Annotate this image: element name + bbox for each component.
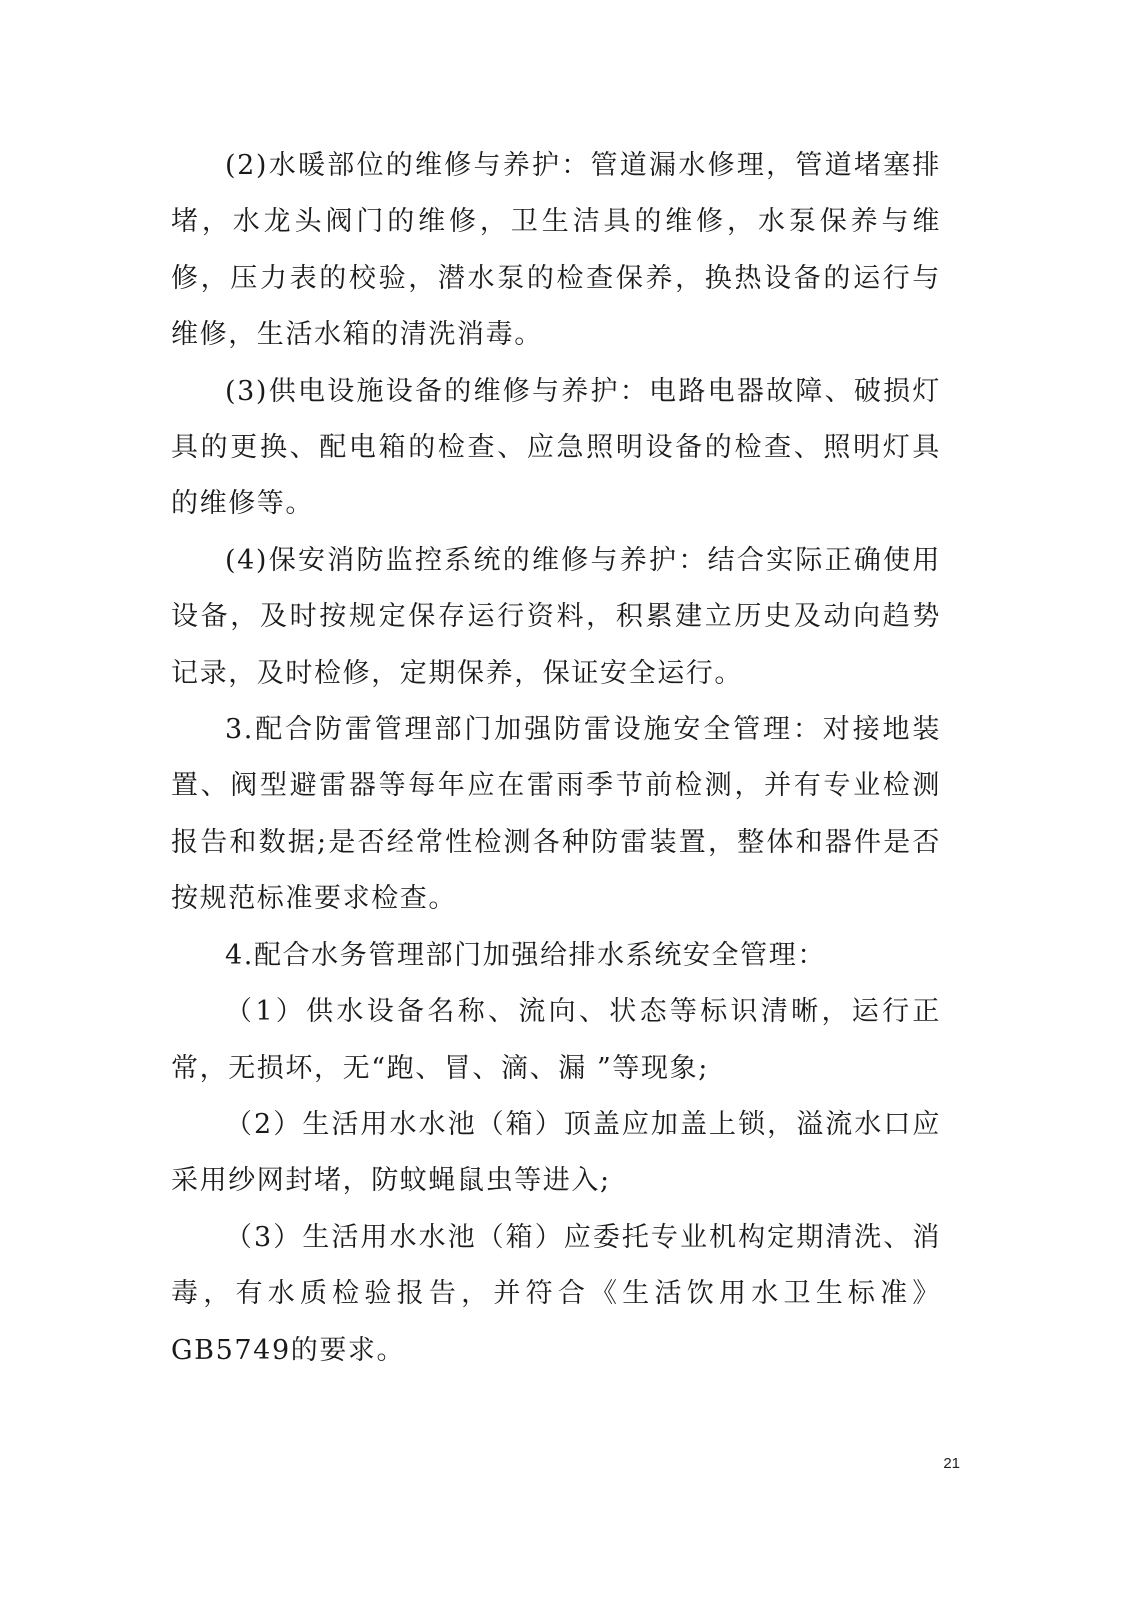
body-text [171, 138, 941, 1379]
paragraph-lightning-protection: 3.配合防雷管理部门加强防雷设施安全管理：对接地装置、阀型避雷器等每年应在雷雨季节前检测，并有专业检测报告和数据;是否经常性检测各种防雷装置，整体和器件是否按规范标准要求检查。 [171, 714, 941, 915]
paragraph-security-fire-monitoring: (4)保安消防监控系统的维修与养护：结合实际正确使用设备，及时按规定保存运行资料，积累建立历史及动向趋势记录，及时检修，定期保养，保证安全运行。 [171, 544, 941, 689]
paragraph-water-tank-cleaning: （3）生活用水水池（箱）应委托专业机构定期清洗、消毒，有水质检验报告，并符合《生活饮用水卫生标准》GB5749的要求。 [171, 1221, 941, 1366]
page-number: 21 [943, 1455, 960, 1472]
paragraph-plumbing-maintenance: (2)水暖部位的维修与养护：管道漏水修理，管道堵塞排堵，水龙头阀门的维修，卫生洁具的维修，水泵保养与维修，压力表的校验，潜水泵的检查保养，换热设备的运行与维修，生活水箱的清洗消毒。 [171, 150, 941, 351]
paragraph-water-drainage-heading: 4.配合水务管理部门加强给排水系统安全管理： [225, 939, 826, 971]
paragraph-power-supply-maintenance: (3)供电设施设备的维修与养护：电路电器故障、破损灯具的更换、配电箱的检查、应急照明设备的检查、照明灯具的维修等。 [171, 375, 941, 520]
paragraph-water-equipment-labels: （1）供水设备名称、流向、状态等标识清晰，运行正常，无损坏，无“跑、冒、滴、漏 ”等现象; [171, 996, 941, 1084]
paragraph-water-tank-lock: （2）生活用水水池（箱）顶盖应加盖上锁，溢流水口应采用纱网封堵，防蚊蝇鼠虫等进入; [171, 1108, 941, 1197]
